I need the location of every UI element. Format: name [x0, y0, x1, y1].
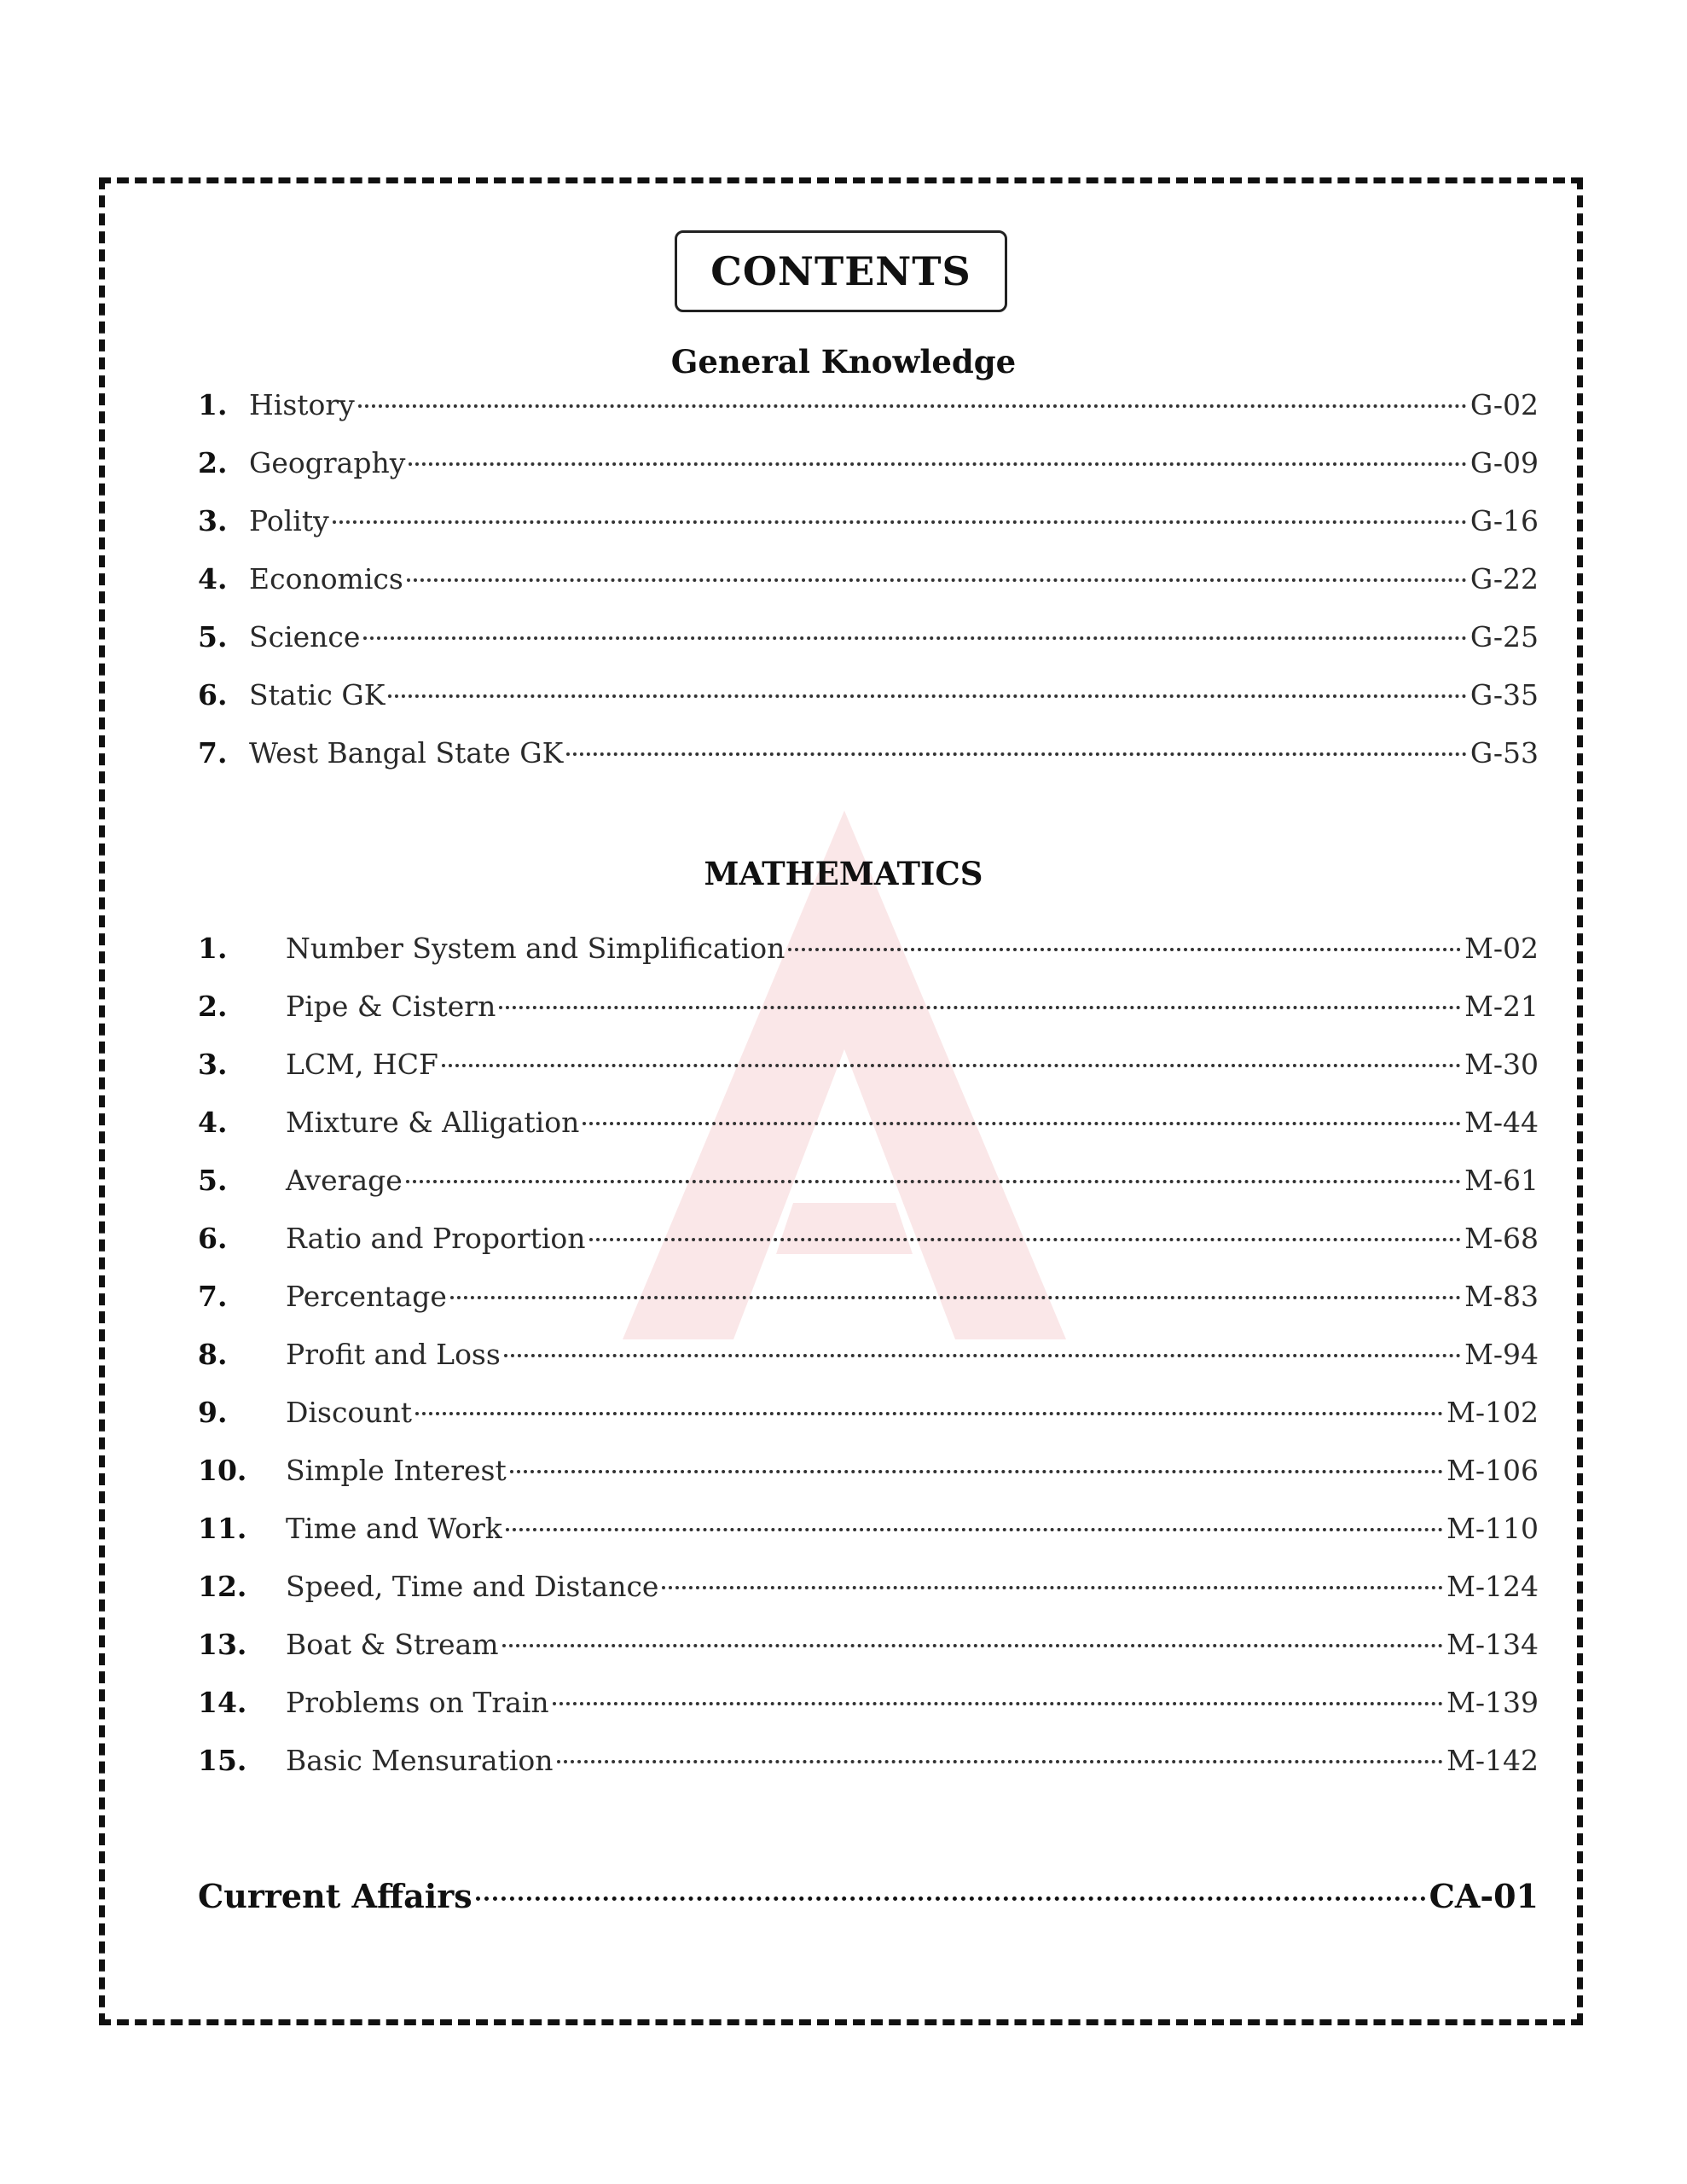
- toc-page: M-134: [1446, 1628, 1539, 1661]
- dot-leader: [662, 1586, 1443, 1589]
- toc-page: M-124: [1446, 1570, 1539, 1603]
- toc-row[interactable]: [198, 678, 1539, 736]
- toc-page: M-61: [1464, 1164, 1539, 1197]
- toc-row[interactable]: [198, 1396, 1539, 1454]
- toc-number: 8.: [198, 1338, 228, 1371]
- toc-row[interactable]: [198, 620, 1539, 678]
- toc-label: Percentage: [286, 1280, 447, 1313]
- toc-page: G-09: [1470, 446, 1539, 479]
- toc-page: M-106: [1446, 1454, 1539, 1487]
- math-toc-list: [198, 932, 1539, 1802]
- contents-title: CONTENTS: [675, 230, 1007, 312]
- toc-row[interactable]: [198, 1686, 1539, 1744]
- dot-leader: [502, 1644, 1444, 1647]
- dot-leader: [450, 1296, 1461, 1299]
- toc-page: G-16: [1470, 504, 1539, 537]
- current-affairs-label: Current Affairs: [198, 1877, 472, 1915]
- dot-leader: [358, 404, 1467, 408]
- toc-label: Simple Interest: [286, 1454, 507, 1487]
- dot-leader: [557, 1760, 1444, 1763]
- toc-number: 7.: [198, 736, 228, 770]
- toc-label: Mixture & Alligation: [286, 1106, 580, 1139]
- dot-leader: [363, 636, 1466, 640]
- gk-toc-list: [198, 388, 1539, 794]
- dot-leader: [589, 1238, 1462, 1241]
- toc-row[interactable]: [198, 504, 1539, 562]
- toc-number: 13.: [198, 1628, 247, 1661]
- toc-number: 15.: [198, 1744, 247, 1777]
- dot-leader: [407, 578, 1467, 582]
- toc-number: 10.: [198, 1454, 247, 1487]
- toc-page: M-94: [1464, 1338, 1539, 1371]
- toc-row[interactable]: [198, 1280, 1539, 1338]
- toc-label: Ratio and Proportion: [286, 1222, 586, 1255]
- toc-page: G-02: [1470, 388, 1539, 421]
- math-section-heading: MATHEMATICS: [704, 855, 983, 892]
- toc-number: 6.: [198, 678, 228, 712]
- dot-leader: [506, 1528, 1443, 1531]
- toc-label: Number System and Simplification: [286, 932, 786, 965]
- toc-number: 2.: [198, 990, 228, 1023]
- toc-row[interactable]: [198, 1512, 1539, 1570]
- toc-label: Discount: [286, 1396, 413, 1429]
- toc-number: 2.: [198, 446, 228, 479]
- dot-leader: [504, 1354, 1461, 1357]
- toc-page: G-25: [1470, 620, 1539, 653]
- toc-label: Pipe & Cistern: [286, 990, 496, 1023]
- dot-leader: [583, 1122, 1461, 1125]
- toc-label: History: [249, 388, 355, 421]
- toc-row[interactable]: [198, 446, 1539, 504]
- dot-leader: [476, 1896, 1426, 1901]
- gk-section-heading: General Knowledge: [670, 343, 1017, 380]
- toc-label: Problems on Train: [286, 1686, 549, 1719]
- toc-page: M-83: [1464, 1280, 1539, 1313]
- toc-label: LCM, HCF: [286, 1048, 438, 1081]
- dot-leader: [415, 1412, 1443, 1415]
- toc-page: M-110: [1446, 1512, 1539, 1545]
- toc-page: M-142: [1446, 1744, 1539, 1777]
- toc-row[interactable]: [198, 1048, 1539, 1106]
- toc-number: 3.: [198, 504, 228, 537]
- toc-label: Profit and Loss: [286, 1338, 501, 1371]
- toc-page: M-44: [1464, 1106, 1539, 1139]
- toc-row[interactable]: [198, 562, 1539, 620]
- toc-number: 14.: [198, 1686, 247, 1719]
- toc-page: M-102: [1446, 1396, 1539, 1429]
- toc-number: 4.: [198, 562, 228, 595]
- dot-leader: [409, 462, 1467, 466]
- toc-page: M-02: [1464, 932, 1539, 965]
- dot-leader: [788, 948, 1461, 951]
- toc-page: G-22: [1470, 562, 1539, 595]
- dot-leader: [499, 1006, 1461, 1009]
- toc-row[interactable]: [198, 1338, 1539, 1396]
- toc-number: 3.: [198, 1048, 228, 1081]
- toc-row[interactable]: [198, 1570, 1539, 1628]
- toc-number: 11.: [198, 1512, 247, 1545]
- current-affairs-page: CA-01: [1429, 1877, 1539, 1915]
- dot-leader: [388, 694, 1467, 698]
- toc-row[interactable]: [198, 1222, 1539, 1280]
- toc-label: Polity: [249, 504, 329, 537]
- toc-number: 6.: [198, 1222, 228, 1255]
- dot-leader: [442, 1064, 1461, 1067]
- current-affairs-entry[interactable]: [198, 1877, 1539, 1915]
- toc-page: M-139: [1446, 1686, 1539, 1719]
- toc-row[interactable]: [198, 736, 1539, 794]
- dot-leader: [333, 520, 1467, 524]
- toc-page: M-30: [1464, 1048, 1539, 1081]
- toc-number: 9.: [198, 1396, 228, 1429]
- toc-row[interactable]: [198, 990, 1539, 1048]
- dot-leader: [510, 1470, 1443, 1473]
- toc-row[interactable]: [198, 1164, 1539, 1222]
- toc-row[interactable]: [198, 932, 1539, 990]
- toc-page: M-21: [1464, 990, 1539, 1023]
- toc-label: Static GK: [249, 678, 386, 712]
- toc-number: 12.: [198, 1570, 247, 1603]
- toc-number: 1.: [198, 388, 228, 421]
- dot-leader: [553, 1702, 1443, 1705]
- toc-row[interactable]: [198, 1744, 1539, 1802]
- toc-number: 4.: [198, 1106, 228, 1139]
- toc-row[interactable]: [198, 1454, 1539, 1512]
- toc-number: 5.: [198, 620, 228, 653]
- toc-label: Science: [249, 620, 361, 653]
- toc-number: 1.: [198, 932, 228, 965]
- toc-page: M-68: [1464, 1222, 1539, 1255]
- toc-page: G-35: [1470, 678, 1539, 712]
- toc-label: Geography: [249, 446, 406, 479]
- toc-label: Average: [286, 1164, 403, 1197]
- toc-number: 7.: [198, 1280, 228, 1313]
- toc-label: Economics: [249, 562, 403, 595]
- toc-row[interactable]: [198, 388, 1539, 446]
- dot-leader: [566, 752, 1467, 756]
- toc-label: West Bangal State GK: [249, 736, 564, 770]
- toc-label: Basic Mensuration: [286, 1744, 554, 1777]
- toc-page: G-53: [1470, 736, 1539, 770]
- toc-label: Speed, Time and Distance: [286, 1570, 659, 1603]
- toc-row[interactable]: [198, 1106, 1539, 1164]
- dot-leader: [406, 1180, 1461, 1183]
- toc-row[interactable]: [198, 1628, 1539, 1686]
- toc-label: Boat & Stream: [286, 1628, 499, 1661]
- toc-label: Time and Work: [286, 1512, 502, 1545]
- toc-number: 5.: [198, 1164, 228, 1197]
